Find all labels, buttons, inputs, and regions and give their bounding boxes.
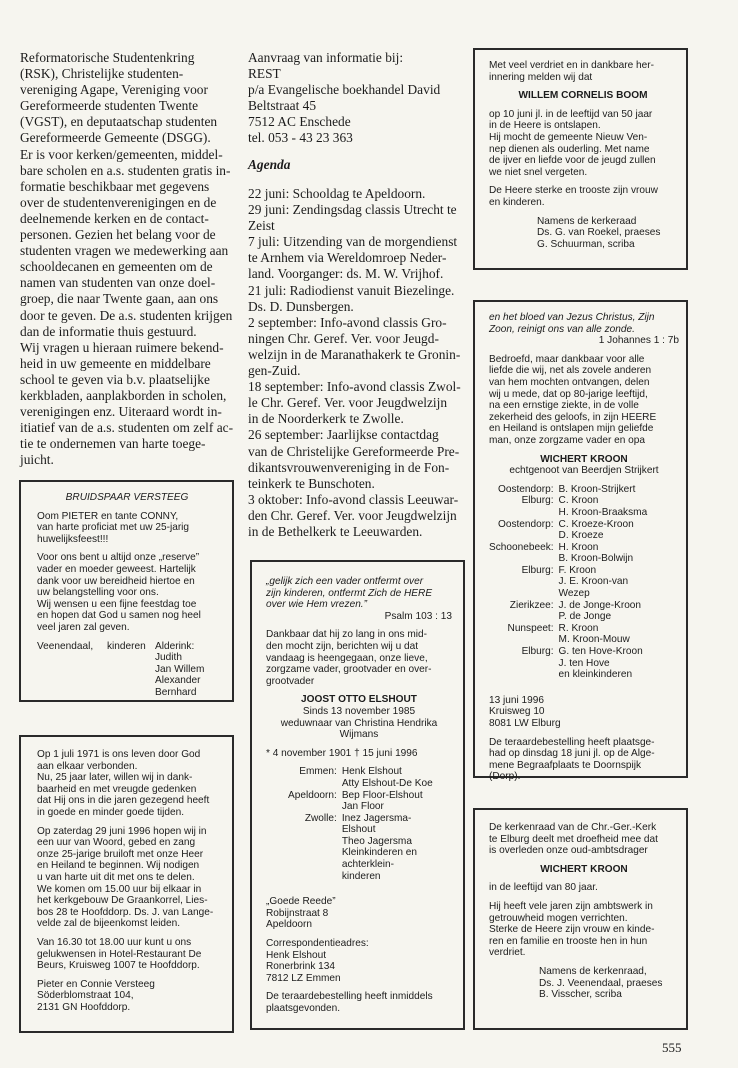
jubilee-intro: [37, 749, 222, 819]
family-member: P. de Jonge: [558, 611, 612, 623]
text-line: het kerkgebouw De Graankorrel, Lies-: [37, 895, 208, 907]
text-line: 2131 GN Hoofddorp.: [37, 1001, 131, 1013]
place: Veenendaal,: [37, 640, 94, 652]
family-place: [288, 836, 337, 848]
text-line: op 10 juni jl. in de leeftijd van 50 jaar: [489, 108, 653, 120]
home-address: [266, 896, 452, 931]
family-place: [489, 576, 554, 588]
text-line: 2 september: Info-avond classis Gro-: [248, 314, 447, 330]
text-line: 7812 LZ Emmen: [266, 972, 341, 984]
deceased-name: WILLEM CORNELIS BOOM: [518, 90, 648, 102]
text-line: Dankbaar dat hij zo lang in ons mid-: [266, 629, 428, 641]
text-line: van hem mochten ontvangen, delen: [489, 376, 650, 388]
text-line: Er is voor kerken/gemeenten, middel-: [20, 146, 223, 162]
age-line: in de leeftijd van 80 jaar.: [489, 882, 598, 894]
text-line: (VGST), en deputaatschap studenten: [20, 114, 218, 130]
text-line: Oom PIETER en tante CONNY,: [37, 510, 179, 522]
congrats-text: [37, 511, 217, 546]
text-line: Wij vragen u hieraan ruimere bekend-: [20, 339, 224, 355]
family-member: C. Kroon: [558, 495, 599, 507]
family-place: [489, 634, 554, 646]
text-line: ningen Chr. Geref. Ver. voor Jeugd-: [248, 330, 439, 346]
kroon-address: [489, 695, 679, 730]
deceased-name: WICHERT KROON: [540, 863, 628, 875]
text-line: uw belangstelling voor ons.: [37, 587, 159, 599]
deceased-name: WICHERT KROON: [540, 453, 628, 465]
family-member: J. de Jonge-Kroon: [558, 599, 642, 611]
family-place: Schoonebeek:: [489, 541, 554, 553]
family-place: [489, 611, 554, 623]
text-line: vereniging Agape, Vereniging voor: [20, 82, 208, 98]
family-member: D. Kroeze: [558, 530, 604, 542]
text-line: 26 september: Jaarlijkse contactdag: [248, 427, 439, 443]
text-line: grootvader: [266, 675, 315, 687]
text-line: dan de informatie thuis gestuurd.: [20, 323, 197, 339]
family-member: G. ten Hove-Kroon: [558, 646, 643, 658]
family-member: en kleinkinderen: [558, 669, 633, 681]
text-line: schooldecanen en gemeenten om de: [20, 259, 213, 275]
text-line: land. Voorganger: ds. M. W. Vrijhof.: [248, 266, 444, 282]
kroon-announcement: [489, 354, 679, 447]
text-line: huwelijksfeest!!!: [37, 533, 109, 545]
text-line: bos 28 te Hoofddorp. Ds. J. van Lange-: [37, 906, 214, 918]
text-line: had op dinsdag 18 juni jl. op de Alge-: [489, 748, 655, 760]
family-place: Apeldoorn:: [288, 789, 337, 801]
text-line: 7 juli: Uitzending van de morgendienst: [248, 234, 458, 250]
psalm-quote: [266, 576, 452, 611]
text-line: en kinderen.: [489, 196, 545, 208]
page-number: 555: [662, 1040, 682, 1055]
family-place: [489, 588, 554, 600]
text-line: zorgzame vader, grootvader en over-: [266, 664, 432, 676]
text-line: Met veel verdriet en in dankbare her-: [489, 60, 654, 71]
jubilee-reception: [37, 937, 222, 972]
text-line: velde zal de bijeenkomst leiden.: [37, 918, 181, 930]
family-member: B. Kroon-Bolwijn: [558, 553, 634, 565]
text-line: personen. Gezien het belang voor de: [20, 227, 216, 243]
family-member: Kleinkinderen en: [341, 847, 418, 859]
family-place: Zwolle:: [304, 812, 337, 824]
text-line: weduwnaar van Christina Hendrika: [280, 717, 438, 729]
text-line: Robijnstraat 8: [266, 907, 329, 919]
text-line: en het bloed van Jezus Christus, Zijn: [489, 312, 655, 323]
text-line: We komen om 15.00 uur bij elkaar in: [37, 883, 202, 895]
family-member: F. Kroon: [558, 564, 597, 576]
kerkenraad-notice: [473, 808, 688, 1030]
text-line: baarheid en met vreugde gedenken: [37, 783, 197, 795]
funeral-note: [489, 737, 679, 783]
text-line: in de Heere is ontslapen.: [489, 120, 601, 132]
family-member: J. E. Kroon-van: [558, 576, 629, 588]
family-place: [489, 658, 554, 670]
boom-intro: [489, 60, 677, 83]
psalm-reference: Psalm 103 : 13: [384, 610, 452, 622]
text-line: Zoon, reinigt ons van alle zonde.: [489, 323, 635, 335]
text-line: de ijver en liefde voor de jeugd zullen: [489, 155, 656, 167]
family-place: Zierikzee:: [509, 599, 554, 611]
family-list: [266, 766, 452, 882]
text-line: De teraardebestelling heeft plaatsge-: [489, 736, 655, 748]
text-line: Namens de kerkeraad: [537, 215, 637, 227]
text-line: in de Noorderkerk te Zwolle.: [248, 411, 404, 427]
family-place: [288, 871, 337, 883]
text-line: Alexander: [155, 675, 201, 687]
text-line: Sterke de Heere zijn vrouw en kinde-: [489, 924, 655, 936]
text-line: zekerheid des geloofs, in zijn HEERE: [489, 411, 657, 423]
family-member: H. Kroon: [558, 541, 599, 553]
elshout-obituary: [250, 560, 465, 1030]
family-place: Emmen:: [299, 766, 337, 778]
text-line: formatie beschikbaar met gegevens: [20, 178, 210, 194]
correspondence-address: [266, 938, 452, 984]
family-member: B. Kroon-Strijkert: [558, 483, 636, 495]
text-line: we niet snel vergeten.: [489, 166, 588, 178]
family-place: Elburg:: [521, 495, 554, 507]
kerkenraad-text: [489, 901, 679, 959]
text-line: getrouwheid mogen verrichten.: [489, 912, 628, 924]
text-line: Bedroefd, maar dankbaar voor alle: [489, 353, 645, 365]
text-line: Pieter en Connie Versteeg: [37, 978, 155, 990]
family-member: Bep Floor-Elshout: [341, 789, 423, 801]
text-line: teinkerk te Bunschoten.: [248, 475, 375, 491]
text-line: „gelijk zich een vader ontfermt over: [266, 576, 424, 587]
family-member: R. Kroon: [558, 622, 599, 634]
family-member: kinderen: [341, 870, 381, 882]
text-line: Ds. D. Dunsbergen.: [248, 298, 354, 314]
text-line: namen van studenten van onze doel-: [20, 275, 216, 291]
text-line: 21 juli: Radiodienst vanuit Biezelinge.: [248, 282, 455, 298]
text-line: studenten vragen we medewerking aan: [20, 243, 229, 259]
text-line: nep dienen als ouderling. Met name: [489, 143, 650, 155]
text-line: een uur van Woord, gebed en zang: [37, 837, 196, 849]
text-line: dat Hij ons in die jaren gezegend heeft: [37, 795, 210, 807]
text-line: van harte proficiat met uw 25-jarig: [37, 522, 190, 534]
family-place: [288, 847, 337, 859]
text-line: den Chr. Geref. Ver. voor Jeugdwelzijn: [248, 507, 457, 523]
family-place: [288, 778, 337, 790]
jubilee-invite: [37, 826, 222, 930]
text-line: G. Schuurman, scriba: [537, 238, 635, 250]
text-line: Reformatorische Studentenkring: [20, 50, 195, 65]
text-line: na een ernstige ziekte, in de volle: [489, 400, 639, 412]
family-place: Oostendorp:: [497, 518, 554, 530]
info-request-block: [248, 50, 463, 147]
text-line: 18 september: Info-avond classis Zwol-: [248, 379, 461, 395]
boom-signature: [489, 216, 677, 251]
text-line: over de studentenverenigingen en de: [20, 194, 217, 210]
text-line: Beurs, Kruisweg 1007 te Hoofddorp.: [37, 960, 200, 972]
text-line: den mocht zijn, berichten wij u dat: [266, 640, 419, 652]
boom-text: [489, 109, 677, 179]
text-line: tie te ondernemen van harte toege-: [20, 436, 206, 452]
family-place: [288, 801, 337, 813]
text-line: welzijn in de Maranathakerk te Gronin-: [248, 346, 461, 362]
text-line: in de Bethelkerk te Leeuwarden.: [248, 523, 423, 539]
text-line: Gereformeerde Gemeente (DSGG).: [20, 130, 211, 146]
bible-reference: 1 Johannes 1 : 7b: [598, 335, 679, 347]
boom-condolence: [489, 185, 677, 208]
text-line: zijn kinderen, ontfermt Zich de HERE: [266, 587, 433, 599]
text-line: Sinds 13 november 1985: [302, 705, 416, 717]
text-line: Gereformeerde studenten Twente: [20, 98, 199, 114]
family-place: [489, 669, 554, 681]
text-line: school te geven via b.v. plaatselijke: [20, 371, 210, 387]
family-list: [489, 484, 679, 681]
family-place: [288, 859, 337, 871]
text-line: De Heere sterke en trooste zijn vrouw: [489, 185, 658, 197]
boom-obituary: [473, 48, 688, 270]
text-line: 7512 AC Enschede: [248, 114, 351, 130]
family-member: Wezep: [558, 588, 590, 600]
family-place: [288, 824, 337, 836]
thanks-text: [37, 552, 217, 633]
notice-title: BRUIDSPAAR VERSTEEG: [65, 492, 189, 503]
family-place: Elburg:: [521, 646, 554, 658]
bruidspaar-versteeg-notice: [19, 480, 234, 702]
text-line: juicht.: [20, 452, 54, 468]
text-line: Zeist: [248, 218, 275, 234]
text-line: Nu, 25 jaar later, willen wij in dank-: [37, 772, 193, 784]
life-dates: * 4 november 1901 † 15 juni 1996: [266, 747, 418, 759]
text-line: (RSK), Christelijke studenten-: [20, 66, 184, 82]
deceased-name: JOOST OTTO ELSHOUT: [301, 694, 417, 706]
text-line: heid in uw gemeente en middelbare: [20, 355, 211, 371]
text-line: Wij wensen u een fijne feestdag toe: [37, 598, 197, 610]
text-line: en Heiland te beginnen. Wij nodigen: [37, 860, 200, 872]
kerkenraad-intro: [489, 822, 679, 857]
family-place: [489, 553, 554, 565]
funeral-note: [266, 991, 452, 1014]
family-member: Inez Jagersma-: [341, 812, 412, 824]
text-line: onze 25-jarige bruiloft met onze Heer: [37, 848, 204, 860]
text-line: Op zaterdag 29 juni 1996 hopen wij in: [37, 825, 207, 837]
text-line: Ds. G. van Roekel, praeses: [537, 227, 661, 239]
text-line: bare scholen en a.s. studenten gratis in-: [20, 162, 231, 178]
text-line: van de Christelijke Gereformeerde Pre-: [248, 443, 460, 459]
family-member: C. Kroeze-Kroon: [558, 518, 634, 530]
text-line: 13 juni 1996: [489, 694, 545, 706]
family-member: achterklein-: [341, 859, 395, 871]
family-place: Oostendorp:: [497, 483, 554, 495]
family-member: H. Kroon-Braaksma: [558, 506, 648, 518]
text-line: over wie Hem vrezen.”: [266, 599, 367, 611]
text-line: De teraardebestelling heeft inmiddels: [266, 991, 433, 1003]
text-line: 8081 LW Elburg: [489, 718, 561, 729]
family-member: Theo Jagersma: [341, 835, 412, 847]
text-line: verenigingen enz. Uiteraard wordt in-: [20, 404, 222, 420]
family-member: J. ten Hove: [558, 657, 610, 669]
text-line: Op 1 juli 1971 is ons leven door God: [37, 749, 201, 760]
kids-names: [155, 641, 204, 699]
agenda-list: [248, 186, 468, 540]
text-line: Hij heeft vele jaren zijn ambtswerk in: [489, 900, 653, 912]
text-line: Judith: [155, 652, 182, 664]
text-line: aan elkaar verbonden.: [37, 760, 138, 772]
text-line: verdriet.: [489, 947, 526, 959]
text-line: B. Visscher, scriba: [539, 989, 622, 1001]
text-line: is overleden onze oud-ambtsdrager: [489, 845, 648, 857]
text-line: Wijmans: [339, 729, 379, 741]
bible-quote: [489, 312, 679, 335]
text-line: plaatsgevonden.: [266, 1003, 341, 1014]
text-line: Van 16.30 tot 18.00 uur kunt u ons: [37, 936, 192, 948]
jubilee-sender: [37, 979, 222, 1014]
text-line: in goede en minder goede tijden.: [37, 806, 185, 818]
kroon-family-obituary: [473, 300, 688, 783]
text-line: Hij mocht de gemeente Nieuw Ven-: [489, 131, 648, 143]
text-line: „Goede Reede”: [266, 896, 336, 908]
text-line: veel jaren zal geven.: [37, 621, 130, 633]
text-line: Alderink:: [155, 640, 195, 652]
text-line: 22 juni: Schooldag te Apeldoorn.: [248, 186, 426, 201]
family-place: [489, 507, 554, 519]
text-line: Beltstraat 45: [248, 98, 317, 114]
text-line: man, onze zorgzame vader en opa: [489, 434, 645, 446]
family-place: [489, 530, 554, 542]
text-line: Henk Elshout: [266, 949, 327, 961]
text-line: Apeldoorn: [266, 919, 313, 931]
text-line: Jan Willem: [155, 663, 205, 675]
text-line: dikantsvrouwenvereniging in de Fon-: [248, 459, 450, 475]
text-line: Kruisweg 10: [489, 706, 545, 718]
spouse-line: echtgenoot van Beerdjen Strijkert: [509, 465, 659, 477]
text-line: De kerkenraad van de Chr.-Ger.-Kerk: [489, 822, 657, 833]
text-line: gelukwensen in Hotel-Restaurant De: [37, 948, 202, 960]
text-line: deelnemende kerken en de contact-: [20, 210, 209, 226]
text-line: dank voor uw bereidheid hiertoe en: [37, 575, 195, 587]
text-line: en hopen dat God u samen nog heel: [37, 610, 201, 622]
elshout-announcement: [266, 629, 452, 687]
text-line: te Arnhem via Wereldomroep Neder-: [248, 250, 447, 266]
family-place: Nunspeet:: [507, 622, 554, 634]
text-line: Aanvraag van informatie bij:: [248, 50, 404, 65]
text-line: Namens de kerkenraad,: [539, 965, 647, 977]
text-line: Bernhard: [155, 686, 197, 698]
text-line: groep, die naar Twente gaan, aan ons: [20, 291, 219, 307]
text-line: 29 juni: Zendingsdag classis Utrecht te: [248, 202, 457, 218]
text-line: Ds. J. Veenendaal, praeses: [539, 977, 663, 989]
text-line: liefde die wij, net als zovele anderen: [489, 365, 652, 377]
family-member: M. Kroon-Mouw: [558, 634, 630, 646]
family-place: Elburg:: [521, 564, 554, 576]
student-info-text: [20, 50, 235, 468]
family-member: Henk Elshout: [341, 766, 402, 778]
text-line: innering melden wij dat: [489, 71, 593, 83]
text-line: (Dorp).: [489, 771, 521, 783]
kerkenraad-signature: [489, 966, 679, 1001]
family-member: Elshout: [341, 824, 376, 836]
text-line: le Chr. Geref. Ver. voor Jeugdwelzijn: [248, 395, 448, 411]
family-member: Atty Elshout-De Koe: [341, 777, 433, 789]
text-line: door te geven. De a.s. studenten krijgen: [20, 307, 233, 323]
text-line: te Elburg deelt met droefheid mee dat: [489, 833, 658, 845]
text-line: REST: [248, 66, 281, 82]
text-line: gen-Zuid.: [248, 363, 301, 379]
text-line: u van harte uit dit met ons te delen.: [37, 871, 195, 883]
text-line: itiatief van de a.s. studenten om zelf ac-: [20, 420, 234, 436]
deceased-subtitle: [266, 706, 452, 741]
text-line: wij u mede, dat op 80-jarige leeftijd,: [489, 388, 648, 400]
text-line: tel. 053 - 43 23 363: [248, 130, 353, 146]
text-line: ren en familie en trooste hen in hun: [489, 935, 648, 947]
jubilee-invitation: [19, 735, 234, 1033]
agenda-heading: Agenda: [248, 157, 291, 172]
text-line: p/a Evangelische boekhandel David: [248, 82, 441, 98]
text-line: Ronerbrink 134: [266, 961, 336, 973]
family-member: Jan Floor: [341, 801, 384, 813]
text-line: Correspondentieadres:: [266, 938, 369, 950]
text-line: Voor ons bent u altijd onze „reserve”: [37, 552, 200, 564]
kids-label: kinderen: [107, 640, 146, 652]
text-line: vandaag is heengegaan, onze lieve,: [266, 652, 428, 664]
text-line: Söderblomstraat 104,: [37, 990, 134, 1002]
text-line: en Heiland is ontslapen mijn geliefde: [489, 423, 654, 435]
text-line: mene Begraafplaats te Doornspijk: [489, 759, 642, 771]
text-line: vader en moeder geweest. Hartelijk: [37, 563, 196, 575]
text-line: 3 oktober: Info-avond classis Leeuwar-: [248, 491, 459, 507]
text-line: kerkbladen, aanplakborden in scholen,: [20, 387, 227, 403]
